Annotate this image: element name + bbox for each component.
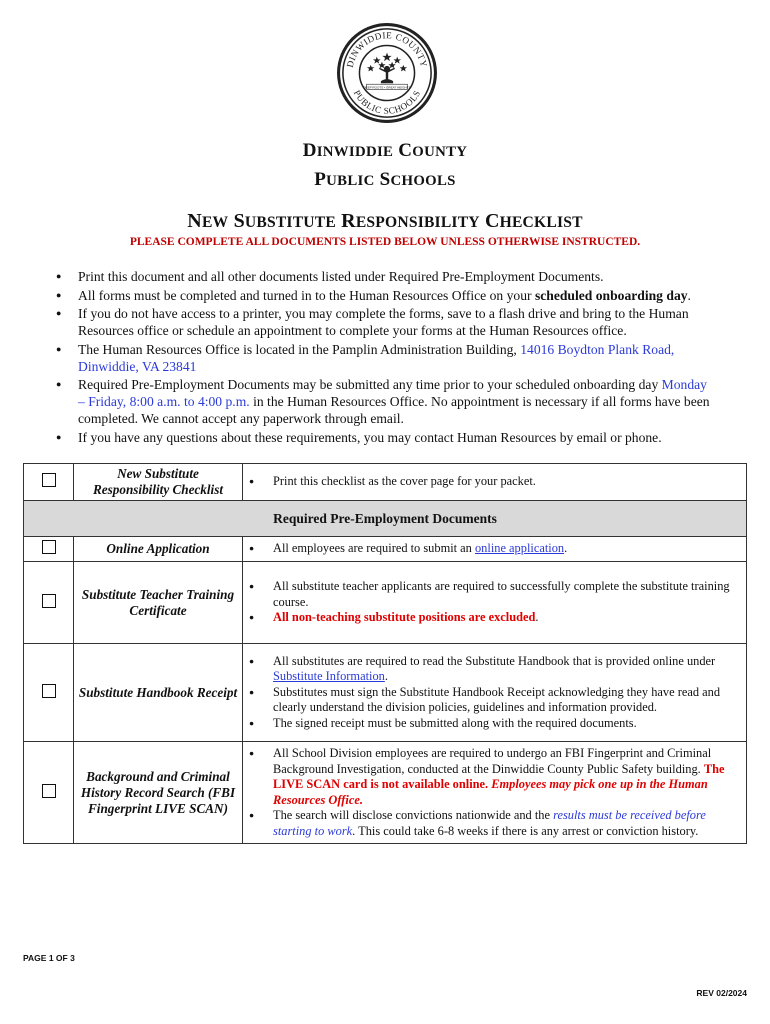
- office-hours: Monday – Friday, 8:00 a.m. to 4:00 p.m.: [78, 377, 707, 409]
- district-name-line2: PUBLIC SCHOOLS: [314, 169, 456, 190]
- checklist-row: [24, 562, 747, 644]
- instruction-item: ● If you do not have access to a printer, you may complete the forms, save to a flash drive and bring to the Human Resources office or schedule an appointment to complete your forms at the Human Resources office.: [54, 305, 714, 339]
- instruction-item: ● If you have any questions about these requirements, you may contact Human Resources by email or phone.: [54, 429, 714, 446]
- item-name: Background and Criminal History Record Search (FBI Fingerprint LIVE SCAN): [74, 742, 243, 844]
- instruction-item: ● Print this document and all other documents listed under Required Pre-Employment Documents.: [54, 268, 714, 285]
- checkbox[interactable]: [42, 594, 56, 608]
- revision-date: REV 02/2024: [696, 988, 747, 998]
- checkbox[interactable]: [42, 784, 56, 798]
- checkbox[interactable]: [42, 540, 56, 554]
- district-seal-logo: [336, 22, 438, 124]
- instruction-item: ● The Human Resources Office is located in the Pamplin Administration Building, 14016 Boydton Plank Road, Dinwiddie, VA 23841: [54, 341, 714, 375]
- item-name: New Substitute Responsibility Checklist: [74, 464, 243, 501]
- item-bullet: ● All substitutes are required to read the Substitute Handbook that is provided online under Substitute Information.: [245, 654, 740, 685]
- district-name-line1: DINWIDDIE COUNTY: [302, 140, 468, 161]
- svg-text:DEEP ROOTS • GREAT HEIGHTS: DEEP ROOTS • GREAT HEIGHTS: [363, 85, 411, 90]
- checklist-row: [24, 537, 747, 562]
- instruction-item: ● All forms must be completed and turned in to the Human Resources Office on your scheduled onboarding day.: [54, 287, 714, 304]
- item-bullet: ● All non-teaching substitute positions are excluded.: [245, 610, 740, 626]
- checklist-row: [24, 464, 747, 501]
- item-bullet: ● All substitute teacher applicants are required to successfully complete the substitute training course.: [245, 579, 740, 610]
- svg-text:PUBLIC SCHOOLS: PUBLIC SCHOOLS: [351, 88, 423, 116]
- substitute-information-link[interactable]: Substitute Information: [273, 669, 385, 684]
- item-bullet: ● The search will disclose convictions nationwide and the results must be received before starting to work. This could take 6-8 weeks if there is any arrest or conviction history.: [245, 808, 740, 839]
- item-name: Substitute Teacher Training Certificate: [74, 562, 243, 644]
- item-name: Online Application: [74, 537, 243, 562]
- instruction-item: ● Required Pre-Employment Documents may be submitted any time prior to your scheduled onboarding day Monday – Friday, 8:00 a.m. to 4:00 p.m. in the Human Resources Office. No appointment is necessary if all forms have been completed. We cannot accept any paperwork through email.: [54, 376, 714, 427]
- office-address: 14016 Boydton Plank Road, Dinwiddie, VA 23841: [78, 341, 675, 374]
- item-bullet: ● All School Division employees are required to undergo an FBI Fingerprint and Criminal Background Investigation, conducted at the Dinwiddie County Public Safety building. The LIVE SCAN card is not available online. Employees may pick one up in the Human Resources Office.: [245, 746, 740, 808]
- item-name: Substitute Handbook Receipt: [74, 644, 243, 742]
- instruction-list: [54, 268, 714, 447]
- section-header: Required Pre-Employment Documents: [24, 501, 747, 537]
- document-title: NEW SUBSTITUTE RESPONSIBILITY CHECKLIST: [187, 210, 583, 232]
- checkbox[interactable]: [42, 473, 56, 487]
- section-header-row: [24, 501, 747, 537]
- checkbox[interactable]: [42, 684, 56, 698]
- checklist-row: [24, 742, 747, 844]
- item-bullet: ● Substitutes must sign the Substitute Handbook Receipt acknowledging they have read and clearly understand the division policies, guidelines and information provided.: [245, 685, 740, 716]
- svg-text:DINWIDDIE COUNTY: DINWIDDIE COUNTY: [344, 30, 430, 69]
- page-number: PAGE 1 OF 3: [23, 953, 75, 963]
- item-bullet: ● All employees are required to submit an online application.: [245, 541, 740, 557]
- item-bullet: ● Print this checklist as the cover page for your packet.: [245, 474, 740, 490]
- checklist-table: [23, 463, 747, 844]
- checklist-row: [24, 644, 747, 742]
- item-bullet: ● The signed receipt must be submitted along with the required documents.: [245, 716, 740, 732]
- online-application-link[interactable]: online application: [474, 541, 565, 556]
- document-subtitle: PLEASE COMPLETE ALL DOCUMENTS LISTED BELOW UNLESS OTHERWISE INSTRUCTED.: [129, 236, 641, 248]
